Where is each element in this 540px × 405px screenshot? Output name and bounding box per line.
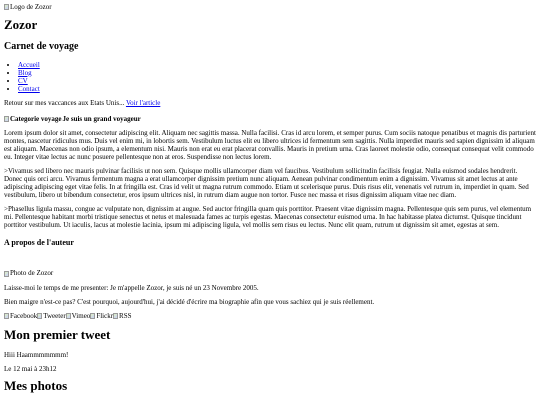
category-image xyxy=(4,115,62,123)
broken-image-icon xyxy=(4,271,9,277)
nav-link-accueil[interactable]: Accueil xyxy=(18,60,40,69)
nav-item-blog xyxy=(18,69,536,77)
vimeo-icon xyxy=(66,313,71,319)
vimeo-link[interactable] xyxy=(66,312,91,320)
intro-banner xyxy=(4,99,536,107)
tweet-heading: Mon premier tweet xyxy=(4,326,111,342)
broken-image-icon xyxy=(4,4,9,10)
site-subtitle: Carnet de voyage xyxy=(4,41,79,52)
main-nav xyxy=(4,61,536,93)
tweeter-link[interactable] xyxy=(37,312,65,320)
broken-image-icon xyxy=(4,116,9,122)
rss-icon xyxy=(113,313,118,319)
flickr-label: Flickr xyxy=(96,311,114,320)
about-heading: A propos de l'auteur xyxy=(4,238,74,248)
facebook-link[interactable] xyxy=(4,312,37,320)
logo-alt-text: Logo de Zozor xyxy=(10,3,52,11)
nav-item-contact xyxy=(18,85,536,93)
rss-link[interactable] xyxy=(113,312,131,320)
site-title: Zozor xyxy=(4,17,38,33)
about-text-1: Laisse-moi le temps de me presenter: Je m'appelle Zozor, je suis né un 23 Novembre 2005. xyxy=(4,283,259,292)
nav-item-accueil xyxy=(18,61,536,69)
tweet-text: Hiii Haammmmmmm! xyxy=(4,350,69,359)
vimeo-label: Vimeo xyxy=(71,311,91,320)
article-title: Je suis un grand voyageur xyxy=(62,114,141,123)
facebook-label: Facebook xyxy=(10,311,38,320)
intro-text: Retour sur mes vaccances aux Etats Unis... xyxy=(4,98,126,107)
article-paragraph-2: >Vivamus sed libero nec mauris pulvinar facilisis ut non sem. Quisque mollis ullamcorper diam vel faucibus. Vestibulum sollicitudin facilisis feugiat. Nulla euismod sodales hendrerit. Donec quis orci arcu. Vivamus fermentum magna a erat ullamcorper dignissim pretium nunc aliquam. Aenean pulvinar condimentum enim a dignissim. Vivamus sit amet lectus at ante adipiscing adipiscing eget vitae felis. In at fringilla est. Cras id velit ut magna rutrum commodo. Etiam ut scelerisque purus. Duis risus elit, venenatis vel rutrum in, imperdiet in quam. Sed vestibulum, libero ut bibendum consectetur, eros ipsum ultrices nisl, in rutrum diam augue non tortor. Fusce nec massa et risus dignissim aliquam vitae nec diam. xyxy=(4,166,529,200)
nav-link-blog[interactable]: Blog xyxy=(18,68,32,77)
nav-link-cv[interactable]: CV xyxy=(18,76,28,85)
article-paragraph-3: >Phasellus ligula massu, congue ac vulputate non, dignissim at augue. Sed auctor fringilla quam quis porttitor. Praesent vitae dignissim magna. Pellentesque quis sem purus, vel elementum mi. Pellentesque habitant morbi tristique senectus et netus et malesuada fames ac turpis egestas. Maecenas consectetur euismod urna. In hac habitasse platea dictumst. Quisque tincidunt porttitor vestibulum. Ut iaculis, lacus at molestie lacinia, ipsum mi adipiscing ligula, vel mollis sem risus eu lectus. Nunc elit quam, rutrum ut dignissim sit amet, egestas at sem. xyxy=(4,205,532,230)
social-links xyxy=(4,312,536,320)
tweeter-label: Tweeter xyxy=(43,311,66,320)
about-text-2: Bien maigre n'est-ce pas? C'est pourquoi, aujourd'hui, j'ai décidé d'écrire ma biographie afin que vous sachiez qui je suis réellement. xyxy=(4,297,375,306)
author-photo xyxy=(4,269,53,277)
logo-image xyxy=(4,3,52,11)
category-alt-text: Categorie voyage xyxy=(10,114,62,123)
nav-item-cv xyxy=(18,77,536,85)
nav-link-contact[interactable]: Contact xyxy=(18,84,40,93)
read-article-link[interactable]: Voir l'article xyxy=(125,98,161,107)
photos-heading: Mes photos xyxy=(4,377,68,393)
article-heading xyxy=(4,115,536,123)
flickr-icon xyxy=(90,313,95,319)
article-paragraph-1: Lorem ipsum dolor sit amet, consectetur adipiscing elit. Aliquam nec sagittis massa. Nulla facilisi. Cras id arcu lorem, et semper purus. Cum sociis natoque penatibus et magnis dis parturient montes, nascetur ridiculus mus. Duis vel enim mi, in lobortis sem. Vestibulum luctus elit eu libero ultrices id fermentum sem sagittis. Nulla imperdiet mauris sed sapien dignissim id aliquam est aliquam. Maecenas non odio ipsum, a elementum nisi. Mauris non erat eu erat placerat convallis. Mauris in pretium urna. Cras laoreet molestie odio, consequat consequat velit commodo eu. Integer vitae lectus ac nunc posuere pellentesque non at eros. Suspendisse non lectus lorem. xyxy=(4,128,536,161)
facebook-icon xyxy=(4,313,9,319)
author-photo-alt: Photo de Zozor xyxy=(10,269,54,278)
rss-label: RSS xyxy=(119,311,132,320)
flickr-link[interactable] xyxy=(90,312,113,320)
tweet-date: Le 12 mai à 23h12 xyxy=(4,364,57,373)
twitter-icon xyxy=(37,313,42,319)
